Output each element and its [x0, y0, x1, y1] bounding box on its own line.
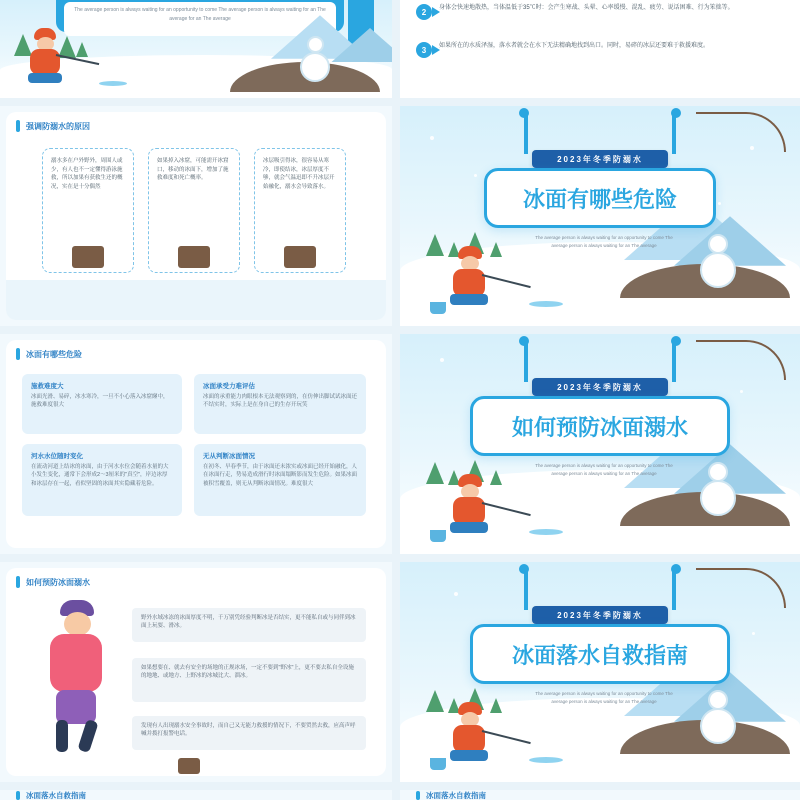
section-filler-text: The average person is always waiting for an opportunity to come The average person is always waiting for an The average	[535, 235, 673, 248]
slide-2	[400, 0, 800, 98]
house-icon	[72, 246, 104, 268]
bucket-icon	[430, 530, 446, 542]
risk-item-3-text: 如果所在的水质泽湿，落水者就会在水下无法精确地找到出口。同时，易碎的冰层还要难于救援难度。	[439, 43, 710, 49]
heading-accent-bar	[16, 348, 20, 360]
risk-item-3-number	[416, 42, 432, 58]
snowman-icon	[708, 234, 728, 254]
risk-item-2-number	[416, 4, 432, 20]
house-icon	[178, 246, 210, 268]
prevent-bar-2	[132, 658, 366, 702]
section-title-card	[470, 396, 730, 456]
arrow-icon	[432, 7, 440, 17]
hanger-dot-right	[671, 108, 681, 118]
hanger-dot-left	[519, 108, 529, 118]
slide-5	[0, 334, 392, 554]
danger-box-1	[22, 374, 182, 434]
hanger-line-right	[672, 342, 676, 382]
danger-box-1-desc: 冰面光滑、易碎，冰水寒冷，一旦不小心落入冰窟窿中，施救难度很大	[31, 394, 169, 409]
ribbon-text: 2023年冬季防溺水	[557, 610, 643, 620]
danger-box-3	[22, 444, 182, 516]
slide-10-heading	[416, 791, 486, 800]
ribbon-text: 2023年冬季防溺水	[557, 382, 643, 392]
risk-number-text: 2	[421, 7, 427, 17]
ice-hole	[96, 78, 130, 89]
hanger-dot-left	[519, 564, 529, 574]
heading-text: 如何预防冰面溺水	[26, 577, 90, 587]
arrow-icon	[432, 45, 440, 55]
section-filler-text: The average person is always waiting for an opportunity to come The average person is always waiting for an The average	[535, 691, 673, 704]
slide-10	[400, 790, 800, 800]
slide-7-heading	[16, 576, 90, 588]
snowman-icon	[708, 462, 728, 482]
hanger-line-right	[672, 114, 676, 154]
fisher-illustration	[440, 474, 520, 540]
snowflake	[750, 146, 754, 150]
reason-card-3-text: 冰层吸引得冰，很容易从寒冷，即使结冰，冰层厚度不够，就会气温迅即不升冰层开始融化，溺水会导致落水。	[263, 158, 335, 190]
hanger-dot-right	[671, 336, 681, 346]
bucket-icon	[430, 302, 446, 314]
snowman-icon	[700, 252, 736, 288]
section-title-text: 冰面有哪些危险	[522, 186, 677, 212]
mountain-right	[332, 28, 393, 62]
danger-box-2-desc: 冰面的承重能力肉眼根本无法观察到的，在仿伸出脚试试冰面还不结实时，实际上是在身自己的生存开玩笑	[203, 394, 358, 409]
section-ribbon	[532, 606, 668, 624]
section-ribbon	[532, 150, 668, 168]
section-title-text: 如何预防冰面溺水	[511, 414, 688, 440]
house-icon	[178, 758, 200, 774]
section-title-text: 冰面落水自救指南	[511, 642, 688, 668]
hanger-dot-left	[519, 336, 529, 346]
hanger-line-left	[524, 342, 528, 382]
slide-9	[0, 790, 392, 800]
section-title-card	[484, 168, 716, 228]
prevent-bar-3-text: 发现有人出现溺水安全事故时，而自己又无能力救援的情况下，不要贸然去救，应高声呼喊并拨打报警电话。	[141, 723, 356, 738]
danger-box-3-desc: 在流动河道上结冰的冰面，由于河水水位会随着水量的大小发生变化，通常下会形成2～3厘米的"真空"，岸边冰厚和冰层存在一起，看似坚固的冰面其实隐藏着危险。	[31, 464, 169, 487]
gutter-row-2	[0, 326, 800, 334]
risk-item-3	[416, 42, 786, 58]
prevent-bar-3	[132, 716, 366, 750]
snowflake	[740, 390, 743, 393]
section-ribbon	[532, 378, 668, 396]
section-filler-text: The average person is always waiting for an opportunity to come The average person is always waiting for an The average	[535, 463, 673, 476]
prevent-bar-1-text: 野外水域冰冻的冰面厚度不明，千万别凭经验判断冰是否结实，更不能私自或与同伴到冰面上玩耍、滑冰。	[141, 615, 356, 630]
slide-3-heading	[16, 120, 90, 132]
snowman-icon	[300, 52, 330, 82]
gutter-row-3	[0, 554, 800, 562]
house-icon	[284, 246, 316, 268]
danger-box-4	[194, 444, 366, 516]
ice-hole	[526, 298, 566, 310]
heading-text: 冰面落水自救指南	[426, 791, 486, 800]
ground-strip	[6, 280, 386, 320]
snowman-icon	[708, 690, 728, 710]
gutter-row-1	[0, 98, 800, 106]
ice-hole	[526, 754, 566, 766]
snowman-icon	[700, 480, 736, 516]
slide-5-heading	[16, 348, 82, 360]
section-slide-prevention	[400, 334, 800, 554]
heading-text: 冰面有哪些危险	[26, 349, 82, 359]
snowflake	[752, 632, 755, 635]
heading-accent-bar	[16, 576, 20, 588]
gutter-vertical	[392, 0, 400, 800]
section-slide-self-rescue	[400, 562, 800, 782]
ice-hole	[526, 526, 566, 538]
heading-accent-bar	[16, 791, 20, 800]
prevent-bar-2-text: 如果想要在、就去有安全的场地的正规冰场，一定不要到"野冰"上，更不要去私自全设施的地地、或地方、上野冰的冰城比大、溜冰。	[141, 665, 354, 680]
risk-item-2-text: 身体会快速地散热，当体温低于35℃时：会产生寒战、头晕、心率缓慢、混乱、疲劳、说话困难、行为笨拙等。	[439, 5, 734, 11]
fisher-illustration	[18, 28, 92, 88]
heading-text: 冰面落水自救指南	[26, 791, 86, 800]
prevent-bar-1	[132, 608, 366, 642]
danger-box-1-title: 施救难度大	[31, 383, 64, 390]
heading-text: 强调防溺水的原因	[26, 121, 90, 131]
section-title-card	[470, 624, 730, 684]
hanger-line-right	[672, 570, 676, 610]
fisher-illustration	[440, 702, 520, 768]
hanger-line-left	[524, 114, 528, 154]
reason-card-2-text: 如果掉入冰窟，可能需开冰窟口，移动的冰面下，增加了施救难度和死亡概率。	[157, 158, 229, 182]
risk-number-text: 3	[421, 45, 427, 55]
slide-9-heading	[16, 791, 86, 800]
snowflake	[454, 592, 458, 596]
danger-box-2-title: 冰面承受力难评估	[203, 383, 255, 390]
girl-illustration	[26, 600, 126, 760]
slide-7	[0, 562, 392, 782]
bucket-icon	[430, 758, 446, 770]
reason-card-1-text: 溺水多在户外野外，周围人或少，有人也不一定懂得游泳施救，所以加果有获救生还的概况，实在是十分偶然	[51, 158, 123, 190]
fisher-illustration	[440, 246, 520, 312]
risk-item-2	[416, 4, 786, 20]
snowflake	[430, 136, 434, 140]
snowflake	[718, 202, 721, 205]
hanger-line-left	[524, 570, 528, 610]
danger-box-4-desc: 在初冬、早春季节，由于冰面还未浓实或冰面已经开始融化，人在冰面行走，势易造成滑行时冰面塌断影而发生危险。如果冰面被积雪覆盖，则无从判断冰面情况。难度很大	[203, 464, 358, 487]
caption-text: The average person is always waiting for an opportunity to come The average person is always waiting for an The average for an The average	[74, 7, 326, 22]
section-slide-ice-dangers	[400, 106, 800, 326]
snowman-icon	[700, 708, 736, 744]
heading-accent-bar	[16, 120, 20, 132]
slide-1	[0, 0, 392, 98]
snowman-icon	[307, 36, 324, 53]
danger-box-2	[194, 374, 366, 434]
danger-box-3-title: 河水水位随时变化	[31, 453, 83, 460]
danger-box-4-title: 无从判断冰面情况	[203, 453, 255, 460]
hanger-dot-right	[671, 564, 681, 574]
snowflake	[474, 174, 477, 177]
snowflake	[440, 358, 444, 362]
gutter-row-4	[0, 782, 800, 790]
ribbon-text: 2023年冬季防溺水	[557, 154, 643, 164]
heading-accent-bar	[416, 791, 420, 800]
slide-3	[0, 106, 392, 326]
